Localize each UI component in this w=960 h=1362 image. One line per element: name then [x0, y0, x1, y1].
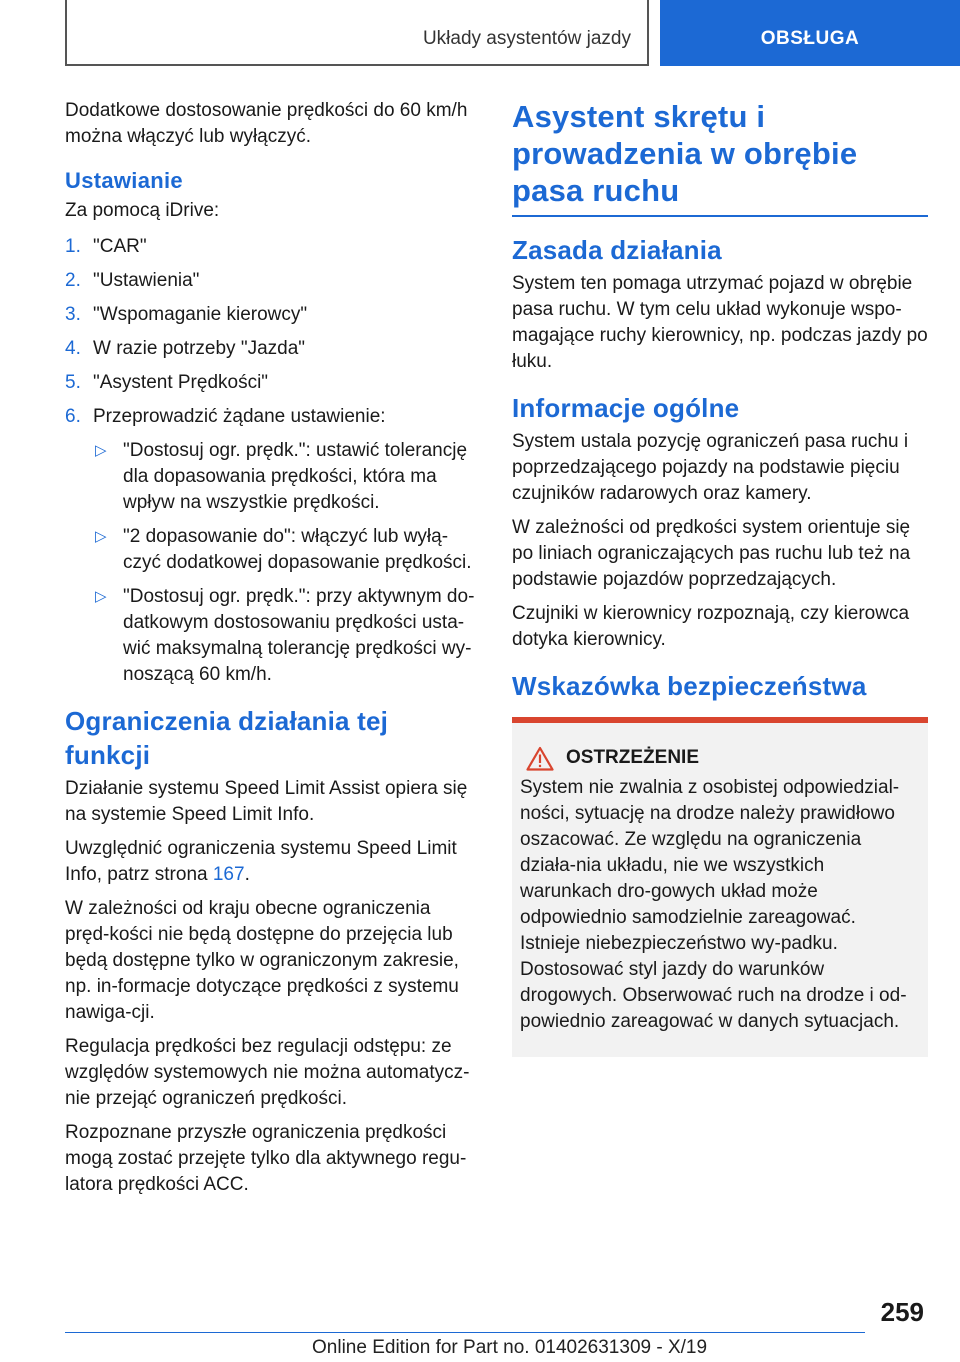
- sub-step-text: "2 dopasowanie do": włączyć lub wyłą‐czyć dodatkowej dopasowanie prędkości.: [123, 526, 472, 573]
- principle-paragraph: System ten pomaga utrzymać pojazd w obrębie pasa ruchu. W tym celu układ wykonuje wspo‐magające ruchy kierownicy, np. podczas jazdy po łuku.: [512, 273, 928, 372]
- list-item: [65, 404, 477, 688]
- limits-paragraph-2-end: .: [244, 864, 250, 885]
- warning-title: OSTRZEŻENIE: [566, 747, 700, 768]
- triangle-right-outline-icon: ▷: [95, 528, 107, 545]
- header-section-box: [65, 0, 649, 66]
- limits-paragraph-4: Regulacja prędkości bez regulacji odstępu: ze względów systemowych nie można automatycz‐nie przejąć ograniczeń prędkości.: [65, 1036, 470, 1109]
- step-number: 2.: [65, 270, 81, 291]
- sub-step-text: "Dostosuj ogr. prędk.": ustawić tolerancję dla dopasowania prędkości, która ma wpływ na wszystkie prędkości.: [123, 440, 468, 513]
- page-reference-link[interactable]: 167: [212, 864, 245, 885]
- step-text: Przeprowadzić żądane ustawienie:: [93, 406, 386, 427]
- step-text: "Asystent Prędkości": [93, 372, 269, 393]
- page-title: Asystent skrętu i prowadzenia w obrębie pasa ruchu: [512, 99, 858, 208]
- header-chapter-label: OBSŁUGA: [760, 28, 860, 49]
- title-divider: [512, 215, 928, 217]
- idrive-label: Za pomocą iDrive:: [65, 200, 220, 221]
- intro-paragraph: Dodatkowe dostosowanie prędkości do 60 km/h można włączyć lub wyłączyć.: [65, 100, 468, 147]
- general-paragraph-3: Czujniki w kierownicy rozpoznają, czy kierowca dotyka kierownicy.: [512, 603, 910, 650]
- general-heading: Informacje ogólne: [512, 393, 740, 423]
- step-text: "CAR": [93, 236, 147, 257]
- general-paragraph-2: W zależności od prędkości system orientuje się po liniach ograniczających pas ruchu lub też na podstawie pojazdów poprzedzających.: [512, 517, 911, 590]
- step-number: 4.: [65, 338, 81, 359]
- page-number: 259: [880, 1297, 924, 1327]
- list-item: [93, 438, 477, 516]
- safety-heading: Wskazówka bezpieczeństwa: [512, 671, 867, 701]
- right-column: [512, 98, 928, 1057]
- steps-list: [65, 234, 477, 688]
- limits-paragraph-2: [65, 836, 477, 888]
- limits-paragraph-1: Działanie systemu Speed Limit Assist opiera się na systemie Speed Limit Info.: [65, 778, 468, 825]
- limits-paragraph-3: W zależności od kraju obecne ograniczenia pręd‐kości nie będą dostępne do przejęcia lub będą dostępne tylko w ograniczonym zakresie, np. in‐formacje dotyczące prędkości z systemu nawiga‐cji.: [65, 898, 459, 1023]
- step-number: 5.: [65, 372, 81, 393]
- principle-heading: Zasada działania: [512, 235, 722, 265]
- setting-heading: Ustawianie: [65, 168, 183, 193]
- header-section-title: Układy asystentów jazdy: [422, 28, 631, 49]
- list-item: [65, 268, 477, 294]
- list-item: [65, 370, 477, 396]
- list-item: [93, 584, 477, 688]
- sub-steps-list: [93, 438, 477, 688]
- list-item: [65, 234, 477, 260]
- limits-heading: Ograniczenia działania tej funkcji: [65, 706, 389, 770]
- warning-text: System nie zwalnia z osobistej odpowiedzial‐ności, sytuację na drodze należy prawidłowo oszacować. Ze względu na ograniczenia działa‐nia układu, nie we wszystkich warunkach dro‐gowych układ może odpowiednio samodzielnie zareagować. Istnieje niebezpieczeństwo wy‐padku. Dostosować styl jazdy do warunków drogowych. Obserwować ruch na drodze i od‐powiednio zareagować w danych sytuacjach.: [520, 777, 907, 1032]
- footer-divider: [65, 1332, 865, 1333]
- step-number: 1.: [65, 236, 81, 257]
- limits-paragraph-5: Rozpoznane przyszłe ograniczenia prędkości mogą zostać przejęte tylko dla aktywnego regu‐latora prędkości ACC.: [65, 1122, 467, 1195]
- step-text: W razie potrzeby "Jazda": [93, 338, 306, 359]
- limits-paragraph-2-text: Uwzględnić ograniczenia systemu Speed Limit Info, patrz strona: [65, 838, 457, 885]
- left-column: [65, 98, 477, 1206]
- triangle-right-outline-icon: ▷: [95, 588, 107, 605]
- list-item: [93, 524, 477, 576]
- header-chapter-tab[interactable]: [660, 0, 960, 66]
- warning-header: [520, 745, 920, 771]
- step-number: 6.: [65, 406, 81, 427]
- list-item: [65, 302, 477, 328]
- sub-step-text: "Dostosuj ogr. prędk.": przy aktywnym do‐datkowym dostosowaniu prędkości usta‐wić maksymalną tolerancję prędkości wy‐noszącą 60 km/h.: [123, 586, 475, 685]
- general-paragraph-1: System ustala pozycję ograniczeń pasa ruchu i poprzedzającego pojazdy na podstawie pięciu czujników radarowych oraz kamery.: [512, 431, 909, 504]
- warning-box: [512, 717, 928, 1057]
- step-text: "Wspomaganie kierowcy": [93, 304, 308, 325]
- list-item: [65, 336, 477, 362]
- triangle-right-outline-icon: ▷: [95, 442, 107, 459]
- warning-triangle-icon: [520, 746, 560, 771]
- step-number: 3.: [65, 304, 81, 325]
- step-text: "Ustawienia": [93, 270, 200, 291]
- footer-edition: Online Edition for Part no. 01402631309 - X/19: [312, 1337, 708, 1358]
